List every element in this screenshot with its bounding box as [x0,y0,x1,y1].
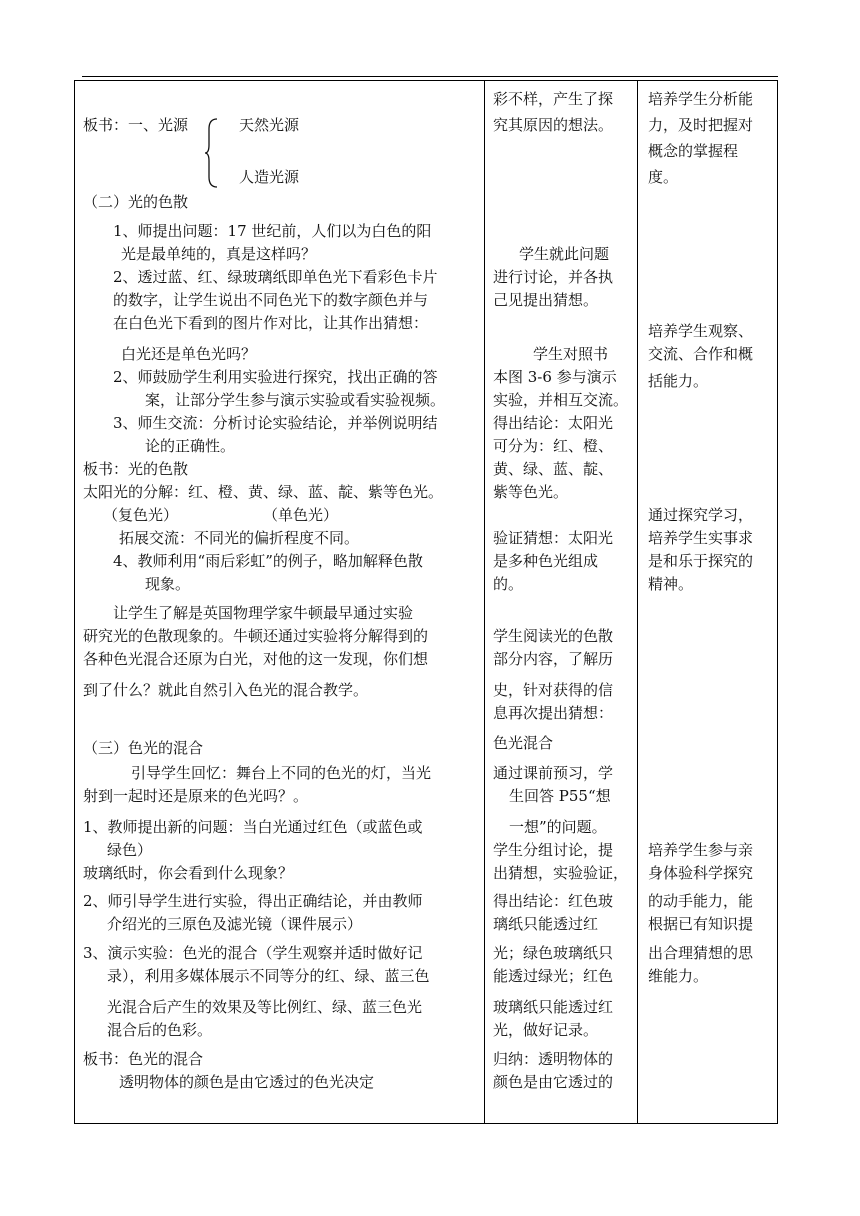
text-line: 到了什么？就此自然引入色光的混合教学。 [83,681,369,699]
text-line: 通过课前预习，学 [493,764,614,782]
text-line: 玻璃纸只能透过红 [493,998,614,1016]
text-line: 让学生了解是英国物理学家牛顿最早通过实验 [113,604,414,622]
curly-brace-icon [205,117,219,189]
text-line: 度。 [648,168,679,186]
text-line: 身体验科学探究 [648,864,754,882]
text-line: 部分内容，了解历 [493,650,614,668]
text-line: 出合理猜想的思 [648,944,754,962]
text-line: 混合后的色彩。 [107,1021,213,1039]
monochromatic-light-label: （单色光） [263,506,339,524]
text-line: 实验，并相互交流。 [493,391,629,409]
text-line: 璃纸只能透过红 [493,915,599,933]
text-line: 紫等色光。 [493,483,569,501]
text-line: 白光还是单色光吗？ [121,345,257,363]
text-line: 根据已有知识提 [648,915,754,933]
board-label-dispersion: 板书：光的色散 [83,460,189,478]
text-line: 拓展交流：不同光的偏折程度不同。 [119,529,360,547]
text-line: 3、演示实验：色光的混合（学生观察并适时做好记 [83,944,423,962]
text-line: 培养学生参与亲 [648,841,754,859]
text-line: 学生对照书 [533,345,609,363]
text-line: 2、师引导学生进行实验，得出正确结论，并由教师 [83,892,423,910]
text-line: 验证猜想：太阳光 [493,529,614,547]
text-line: 是和乐于探究的 [648,552,754,570]
text-line: 出猜想，实验验证， [493,864,629,882]
text-line: 玻璃纸时，你会看到什么现象？ [83,864,294,882]
text-line: 能透过绿光；红色 [493,967,614,985]
text-line: 史，针对获得的信 [493,681,614,699]
design-intent-column [638,81,777,1123]
text-line: 力，及时把握对 [648,116,754,134]
section-heading-dispersion: （二）光的色散 [83,193,189,211]
text-line: 2、师鼓励学生利用实验进行探究，找出正确的答 [113,368,438,386]
text-line: 究其原因的想法。 [493,116,614,134]
text-line: 案，让部分学生参与演示实验或看实验视频。 [145,391,446,409]
text-line: 透明物体的颜色是由它透过的色光决定 [119,1073,375,1091]
section-heading-mixing: （三）色光的混合 [83,739,204,757]
text-line: 学生就此问题 [519,245,610,263]
text-line: 光，做好记录。 [493,1021,599,1039]
text-line: 的数字，让学生说出不同色光下的数字颜色并与 [113,291,429,309]
lesson-plan-table [74,80,778,1124]
text-line: 光是最单纯的，真是这样吗？ [121,245,317,263]
board-label-mixing: 板书：色光的混合 [83,1050,204,1068]
compound-light-label: （复色光） [103,506,179,524]
text-line: 黄、绿、蓝、靛、 [493,460,614,478]
header-rule [82,76,778,77]
text-line: 现象。 [145,575,191,593]
text-line: 彩不样，产生了探 [493,90,614,108]
text-line: 进行讨论，并各执 [493,268,614,286]
text-line: 的动手能力，能 [648,892,754,910]
text-line: 1、师提出问题：17 世纪前，人们以为白色的阳 [113,222,432,240]
text-line: 介绍光的三原色及滤光镜（课件展示） [107,915,363,933]
text-line: 是多种色光组成 [493,552,599,570]
text-line: 太阳光的分解：红、橙、黄、绿、蓝、靛、紫等色光。 [83,483,444,501]
text-line: 论的正确性。 [145,437,236,455]
text-line: 得出结论：红色玻 [493,892,614,910]
text-line: 本图 3-6 参与演示 [493,368,617,386]
text-line: 交流、合作和概 [648,345,754,363]
text-line: 括能力。 [648,372,709,390]
text-line: 绿色） [107,841,153,859]
text-line: 录），利用多媒体展示不同等分的红、绿、蓝三色 [107,967,430,985]
text-line: 2、透过蓝、红、绿玻璃纸即单色光下看彩色卡片 [113,268,438,286]
text-line: 研究光的色散现象的。牛顿还通过实验将分解得到的 [83,627,429,645]
text-line: 色光混合 [493,734,554,752]
text-line: 培养学生观察、 [648,322,754,340]
text-line: 光；绿色玻璃纸只 [493,944,614,962]
teaching-process-column [75,81,485,1123]
text-line: 3、师生交流：分析讨论实验结论，并举例说明结 [113,414,438,432]
text-line: 概念的掌握程 [648,142,739,160]
text-line: 生回答 P55“想 [509,787,611,805]
text-line: 精神。 [648,575,694,593]
student-activity-column [485,81,638,1123]
text-line: 4、教师利用“雨后彩虹”的例子，略加解释色散 [113,552,423,570]
text-line: 学生阅读光的色散 [493,627,614,645]
text-line: 培养学生分析能 [648,90,754,108]
text-line: 息再次提出猜想： [493,704,614,722]
natural-light-source: 天然光源 [239,116,300,134]
text-line: 培养学生实事求 [648,529,754,547]
text-line: 可分为：红、橙、 [493,437,614,455]
text-line: 通过探究学习， [648,506,754,524]
text-line: 的。 [493,575,524,593]
text-line: 光混合后产生的效果及等比例红、绿、蓝三色光 [107,998,423,1016]
text-line: 一想”的问题。 [509,818,607,836]
text-line: 己见提出猜想。 [493,291,599,309]
text-line: 颜色是由它透过的 [493,1073,614,1091]
text-line: 1、教师提出新的问题：当白光通过红色（或蓝色或 [83,818,423,836]
board-label-light-source: 板书：一、光源 [83,116,189,134]
text-line: 射到一起时还是原来的色光吗？。 [83,787,309,805]
artificial-light-source: 人造光源 [239,168,300,186]
text-line: 各种色光混合还原为白光，对他的这一发现，你们想 [83,650,429,668]
text-line: 维能力。 [648,967,709,985]
text-line: 归纳：透明物体的 [493,1050,614,1068]
text-line: 得出结论：太阳光 [493,414,614,432]
text-line: 学生分组讨论，提 [493,841,614,859]
text-line: 在白色光下看到的图片作对比，让其作出猜想： [113,314,429,332]
text-line: 引导学生回忆：舞台上不同的色光的灯，当光 [131,764,432,782]
